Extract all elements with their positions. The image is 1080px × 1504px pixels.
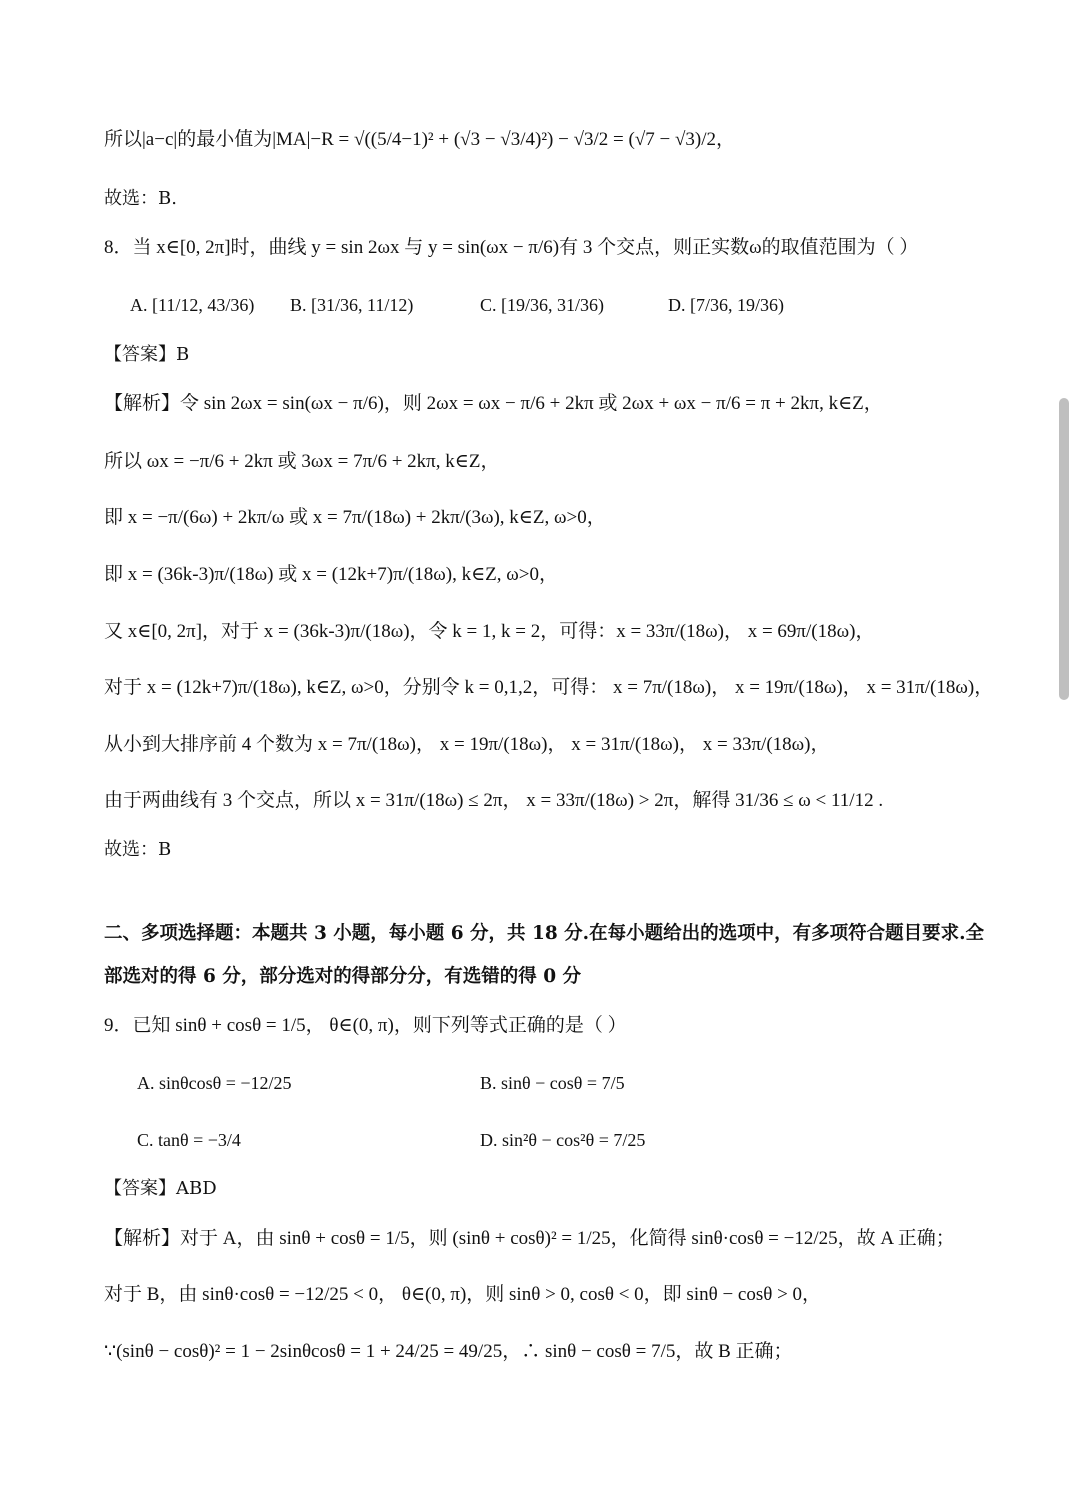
q8-option-a xyxy=(130,295,254,316)
option-label: C. xyxy=(137,1130,154,1150)
option-label: D. xyxy=(480,1130,498,1150)
option-value: sin²θ − cos²θ = 7/25 xyxy=(502,1130,646,1150)
question-9: 9．已知 sinθ + cosθ = 1/5， θ∈(0, π)，则下列等式正确的是（ ） xyxy=(104,1015,627,1036)
option-value: tanθ = −3/4 xyxy=(158,1130,241,1150)
analysis-9-line-1: 【解析】对于 A，由 sinθ + cosθ = 1/5，则 (sinθ + cosθ)² = 1/25，化简得 sinθ·cosθ = −12/25，故 A 正确； xyxy=(104,1228,955,1249)
choice-line: 故选：B. xyxy=(104,188,177,209)
option-label: B. xyxy=(480,1073,497,1093)
q8-option-c xyxy=(480,295,604,316)
answer-9: 【答案】ABD xyxy=(104,1178,217,1199)
q9-option-c xyxy=(137,1130,241,1151)
analysis-8-line-2: 所以 ωx = −π/6 + 2kπ 或 3ωx = 7π/6 + 2kπ, k∈Z， xyxy=(104,451,500,472)
q9-option-a xyxy=(137,1073,292,1094)
option-label: A. xyxy=(130,295,148,315)
answer-8: 【答案】B xyxy=(104,344,190,365)
vertical-scrollbar[interactable] xyxy=(1059,398,1069,700)
analysis-9-line-3: ∵(sinθ − cosθ)² = 1 − 2sinθcosθ = 1 + 24/25 = 49/25，∴ sinθ − cosθ = 7/5，故 B 正确； xyxy=(104,1341,793,1362)
analysis-8-line-8: 由于两曲线有 3 个交点，所以 x = 31π/(18ω) ≤ 2π， x = 33π/(18ω) > 2π，解得 31/36 ≤ ω < 11/12 . xyxy=(104,790,884,811)
option-value: [7/36, 19/36) xyxy=(690,295,784,315)
q9-option-d xyxy=(480,1130,645,1151)
option-label: B. xyxy=(290,295,307,315)
question-8: 8．当 x∈[0, 2π]时，曲线 y = sin 2ωx 与 y = sin(ωx − π/6)有 3 个交点，则正实数ω的取值范围为（ ） xyxy=(104,237,919,258)
analysis-8-line-5: 又 x∈[0, 2π]，对于 x = (36k-3)π/(18ω)，令 k = 1, k = 2，可得：x = 33π/(18ω)， x = 69π/(18ω)， xyxy=(104,621,875,642)
option-value: [11/12, 43/36) xyxy=(152,295,255,315)
option-value: [31/36, 11/12) xyxy=(311,295,414,315)
q9-option-b xyxy=(480,1073,625,1094)
section-2-heading-line-2: 部选对的得 6 分，部分选对的得部分分，有选错的得 0 分 xyxy=(104,966,582,987)
solution-line-min-value: 所以|a−c|的最小值为|MA|−R = √((5/4−1)² + (√3 − √3/4)²) − √3/2 = (√7 − √3)/2， xyxy=(104,129,735,150)
analysis-8-line-6: 对于 x = (12k+7)π/(18ω), k∈Z, ω>0，分别令 k = 0,1,2，可得： x = 7π/(18ω)， x = 19π/(18ω)， x = 31π/(18ω)， xyxy=(104,677,994,698)
option-label: D. xyxy=(668,295,686,315)
option-value: sinθcosθ = −12/25 xyxy=(159,1073,292,1093)
analysis-8-conclusion: 故选：B xyxy=(104,839,172,860)
analysis-8-line-7: 从小到大排序前 4 个数为 x = 7π/(18ω)， x = 19π/(18ω)， x = 31π/(18ω)， x = 33π/(18ω)， xyxy=(104,734,830,755)
option-label: A. xyxy=(137,1073,155,1093)
q8-option-b xyxy=(290,295,413,316)
option-value: [19/36, 31/36) xyxy=(501,295,605,315)
option-label: C. xyxy=(480,295,497,315)
analysis-8-line-3: 即 x = −π/(6ω) + 2kπ/ω 或 x = 7π/(18ω) + 2kπ/(3ω), k∈Z, ω>0， xyxy=(104,507,606,528)
analysis-9-line-2: 对于 B，由 sinθ·cosθ = −12/25 < 0， θ∈(0, π)，则 sinθ > 0, cosθ < 0，即 sinθ − cosθ > 0， xyxy=(104,1284,822,1305)
analysis-8-line-1: 【解析】令 sin 2ωx = sin(ωx − π/6)，则 2ωx = ωx − π/6 + 2kπ 或 2ωx + ωx − π/6 = π + 2kπ, k∈Z， xyxy=(104,393,883,414)
section-2-heading-line-1: 二、多项选择题：本题共 3 小题，每小题 6 分，共 18 分.在每小题给出的选项中，有多项符合题目要求.全 xyxy=(104,923,985,944)
q8-option-d xyxy=(668,295,784,316)
option-value: sinθ − cosθ = 7/5 xyxy=(501,1073,625,1093)
analysis-8-line-4: 即 x = (36k-3)π/(18ω) 或 x = (12k+7)π/(18ω), k∈Z, ω>0， xyxy=(104,564,558,585)
